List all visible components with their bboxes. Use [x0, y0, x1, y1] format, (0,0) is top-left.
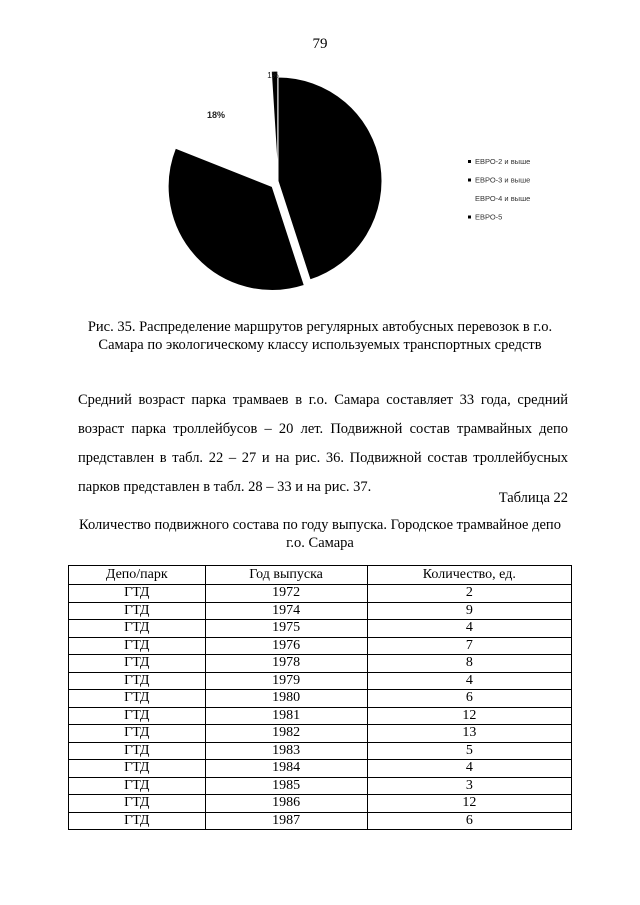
cell-depot: ГТД: [69, 725, 206, 743]
cell-count: 8: [367, 655, 571, 673]
cell-depot: ГТД: [69, 777, 206, 795]
pie-data-label: 18%: [206, 110, 226, 120]
legend-label: ЕВРО-4 и выше: [475, 194, 531, 203]
cell-count: 2: [367, 585, 571, 603]
table-row: [69, 725, 572, 743]
cell-count: 6: [367, 690, 571, 708]
header-depot: Депо/парк: [69, 566, 206, 585]
cell-count: 12: [367, 795, 571, 813]
legend-label: ЕВРО-3 и выше: [475, 175, 531, 185]
cell-count: 13: [367, 725, 571, 743]
cell-year: 1974: [205, 602, 367, 620]
cell-count: 4: [367, 672, 571, 690]
table-row: [69, 637, 572, 655]
pie-chart: [150, 68, 590, 300]
cell-depot: ГТД: [69, 812, 206, 830]
table-row: [69, 777, 572, 795]
cell-depot: ГТД: [69, 620, 206, 638]
table-row: [69, 742, 572, 760]
cell-count: 12: [367, 707, 571, 725]
cell-depot: ГТД: [69, 655, 206, 673]
legend-label: ЕВРО-2 и выше: [475, 157, 531, 166]
cell-count: 5: [367, 742, 571, 760]
table-row: [69, 812, 572, 830]
cell-year: 1975: [205, 620, 367, 638]
cell-year: 1981: [205, 707, 367, 725]
legend-label: ЕВРО-5: [475, 212, 503, 222]
cell-depot: ГТД: [69, 637, 206, 655]
cell-year: 1980: [205, 690, 367, 708]
table-header-row: [69, 566, 572, 585]
header-year: Год выпуска: [205, 566, 367, 585]
cell-count: 4: [367, 760, 571, 778]
table-row: [69, 795, 572, 813]
body-paragraph: Средний возраст парка трамваев в г.о. Самара составляет 33 года, средний возраст парка троллейбусов – 20 лет. Подвижной состав трамвайных депо представлен в табл. 22 – 27 и на рис. 36. Подвижной состав троллейбусных парков представлен в табл. 28 – 33 и на рис. 37.: [78, 392, 568, 495]
table-row: [69, 672, 572, 690]
cell-depot: ГТД: [69, 602, 206, 620]
legend-marker: [468, 160, 471, 163]
cell-year: 1976: [205, 637, 367, 655]
cell-count: 9: [367, 602, 571, 620]
cell-count: 7: [367, 637, 571, 655]
table-row: [69, 620, 572, 638]
cell-year: 1983: [205, 742, 367, 760]
cell-count: 3: [367, 777, 571, 795]
cell-year: 1982: [205, 725, 367, 743]
legend-marker: [468, 179, 471, 182]
cell-year: 1979: [205, 672, 367, 690]
cell-year: 1978: [205, 655, 367, 673]
header-count: Количество, ед.: [367, 566, 571, 585]
cell-year: 1985: [205, 777, 367, 795]
rolling-stock-table: [68, 565, 572, 830]
cell-depot: ГТД: [69, 690, 206, 708]
table-row: [69, 760, 572, 778]
cell-year: 1984: [205, 760, 367, 778]
table-row: [69, 690, 572, 708]
table-title: Количество подвижного состава по году выпуска. Городское трамвайное депо г.о. Самара: [79, 517, 561, 551]
cell-year: 1987: [205, 812, 367, 830]
cell-depot: ГТД: [69, 795, 206, 813]
legend-marker: [468, 216, 471, 219]
pie-slice: [278, 77, 382, 280]
cell-year: 1986: [205, 795, 367, 813]
table-row: [69, 707, 572, 725]
table-row: [69, 585, 572, 603]
cell-depot: ГТД: [69, 760, 206, 778]
cell-count: 4: [367, 620, 571, 638]
page-number: 79: [312, 36, 328, 52]
cell-year: 1972: [205, 585, 367, 603]
cell-depot: ГТД: [69, 742, 206, 760]
table-row: [69, 602, 572, 620]
cell-depot: ГТД: [69, 672, 206, 690]
table-row: [69, 655, 572, 673]
cell-depot: ГТД: [69, 585, 206, 603]
cell-count: 6: [367, 812, 571, 830]
pie-data-label: 1%: [267, 71, 279, 80]
figure-caption: Рис. 35. Распределение маршрутов регулярных автобусных перевозок в г.о. Самара по экологическому классу используемых транспортных средств: [87, 319, 553, 353]
table-number: Таблица 22: [498, 490, 568, 506]
cell-depot: ГТД: [69, 707, 206, 725]
